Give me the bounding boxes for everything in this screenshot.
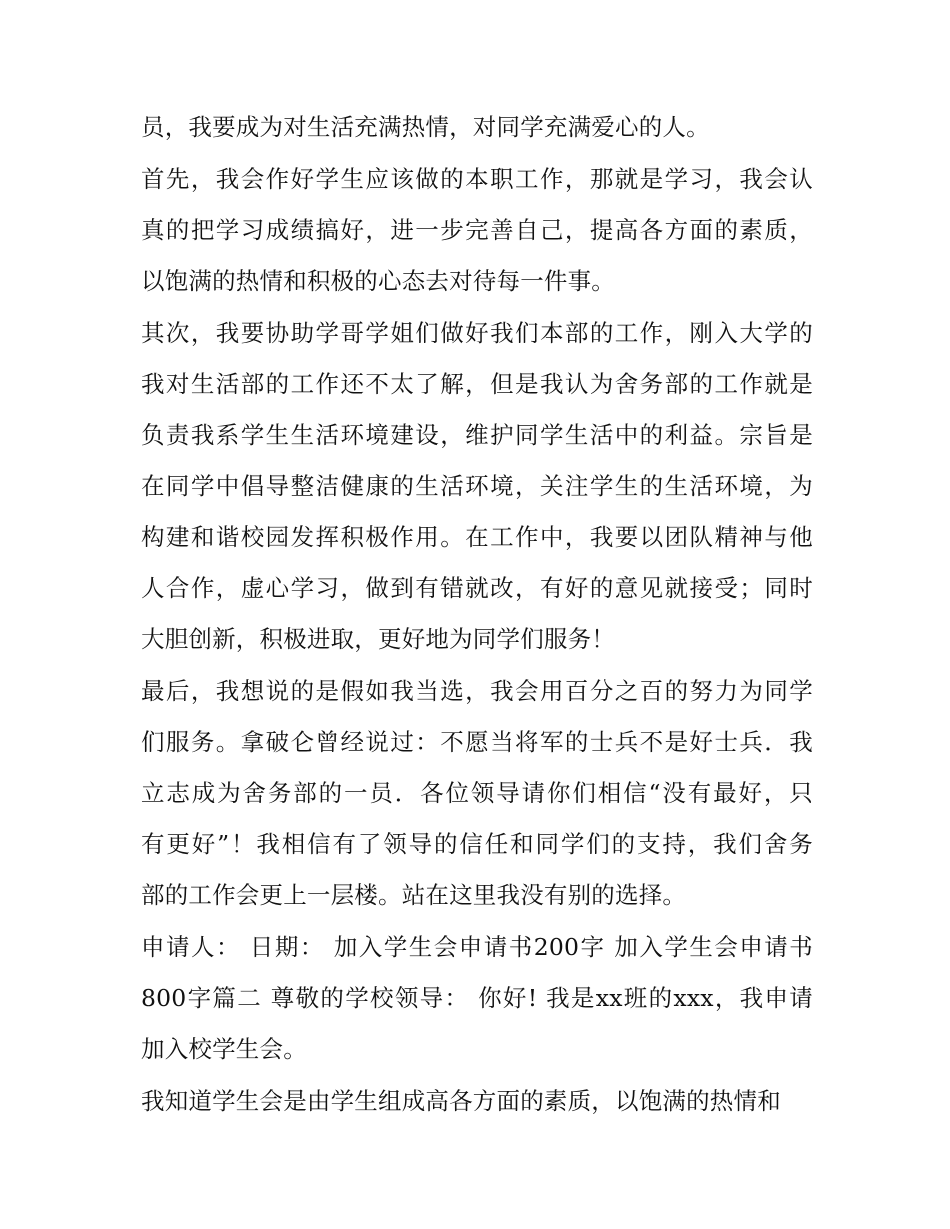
text-line: 员，我要成为对生活充满热情，对同学充满爱心的人。 bbox=[141, 113, 710, 141]
document-body bbox=[141, 108, 813, 1134]
text-line: 首先，我会作好学生应该做的本职工作，那就是学习，我会认 bbox=[141, 165, 813, 193]
text-line: 负责我系学生生活环境建设，维护同学生活中的利益。宗旨是 bbox=[141, 421, 813, 449]
text-line: 加入校学生会。 bbox=[141, 1035, 307, 1063]
text-line: 真的把学习成绩搞好，进一步完善自己，提高各方面的素质， bbox=[141, 216, 813, 244]
text-line: 以饱满的热情和积极的心态去对待每一件事。 bbox=[141, 267, 615, 295]
paragraph bbox=[141, 160, 813, 300]
text-line: 我对生活部的工作还不太了解，但是我认为舍务部的工作就是 bbox=[141, 370, 813, 398]
text-line: 们服务。拿破仑曾经说过：不愿当将军的士兵不是好士兵．我 bbox=[141, 728, 813, 756]
paragraph bbox=[141, 928, 813, 1068]
paragraph bbox=[141, 108, 813, 146]
paragraph bbox=[141, 672, 813, 914]
text-line: 其次，我要协助学哥学姐们做好我们本部的工作，刚入大学的 bbox=[141, 319, 813, 347]
text-line: 立志成为舍务部的一员．各位领导请你们相信“没有最好，只 bbox=[141, 779, 813, 807]
text-line: 我知道学生会是由学生组成高各方面的素质，以饱满的热情和 bbox=[141, 1087, 781, 1115]
text-line: 800字篇二 尊敬的学校领导： 你好! 我是xx班的xxx，我申请 bbox=[141, 984, 813, 1012]
text-line: 有更好”！我相信有了领导的信任和同学们的支持，我们舍务 bbox=[141, 830, 813, 858]
paragraph bbox=[141, 1082, 813, 1120]
text-line: 最后，我想说的是假如我当选，我会用百分之百的努力为同学 bbox=[141, 677, 813, 705]
paragraph bbox=[141, 314, 813, 658]
text-line: 人合作，虚心学习，做到有错就改，有好的意见就接受；同时 bbox=[141, 574, 813, 602]
text-line: 部的工作会更上一层楼。站在这里我没有别的选择。 bbox=[141, 881, 687, 909]
text-line: 在同学中倡导整洁健康的生活环境，关注学生的生活环境，为 bbox=[141, 472, 813, 500]
text-line: 申请人： 日期： 加入学生会申请书200字 加入学生会申请书 bbox=[141, 933, 813, 961]
text-line: 构建和谐校园发挥积极作用。在工作中，我要以团队精神与他 bbox=[141, 523, 813, 551]
text-line: 大胆创新，积极进取，更好地为同学们服务！ bbox=[141, 625, 615, 653]
